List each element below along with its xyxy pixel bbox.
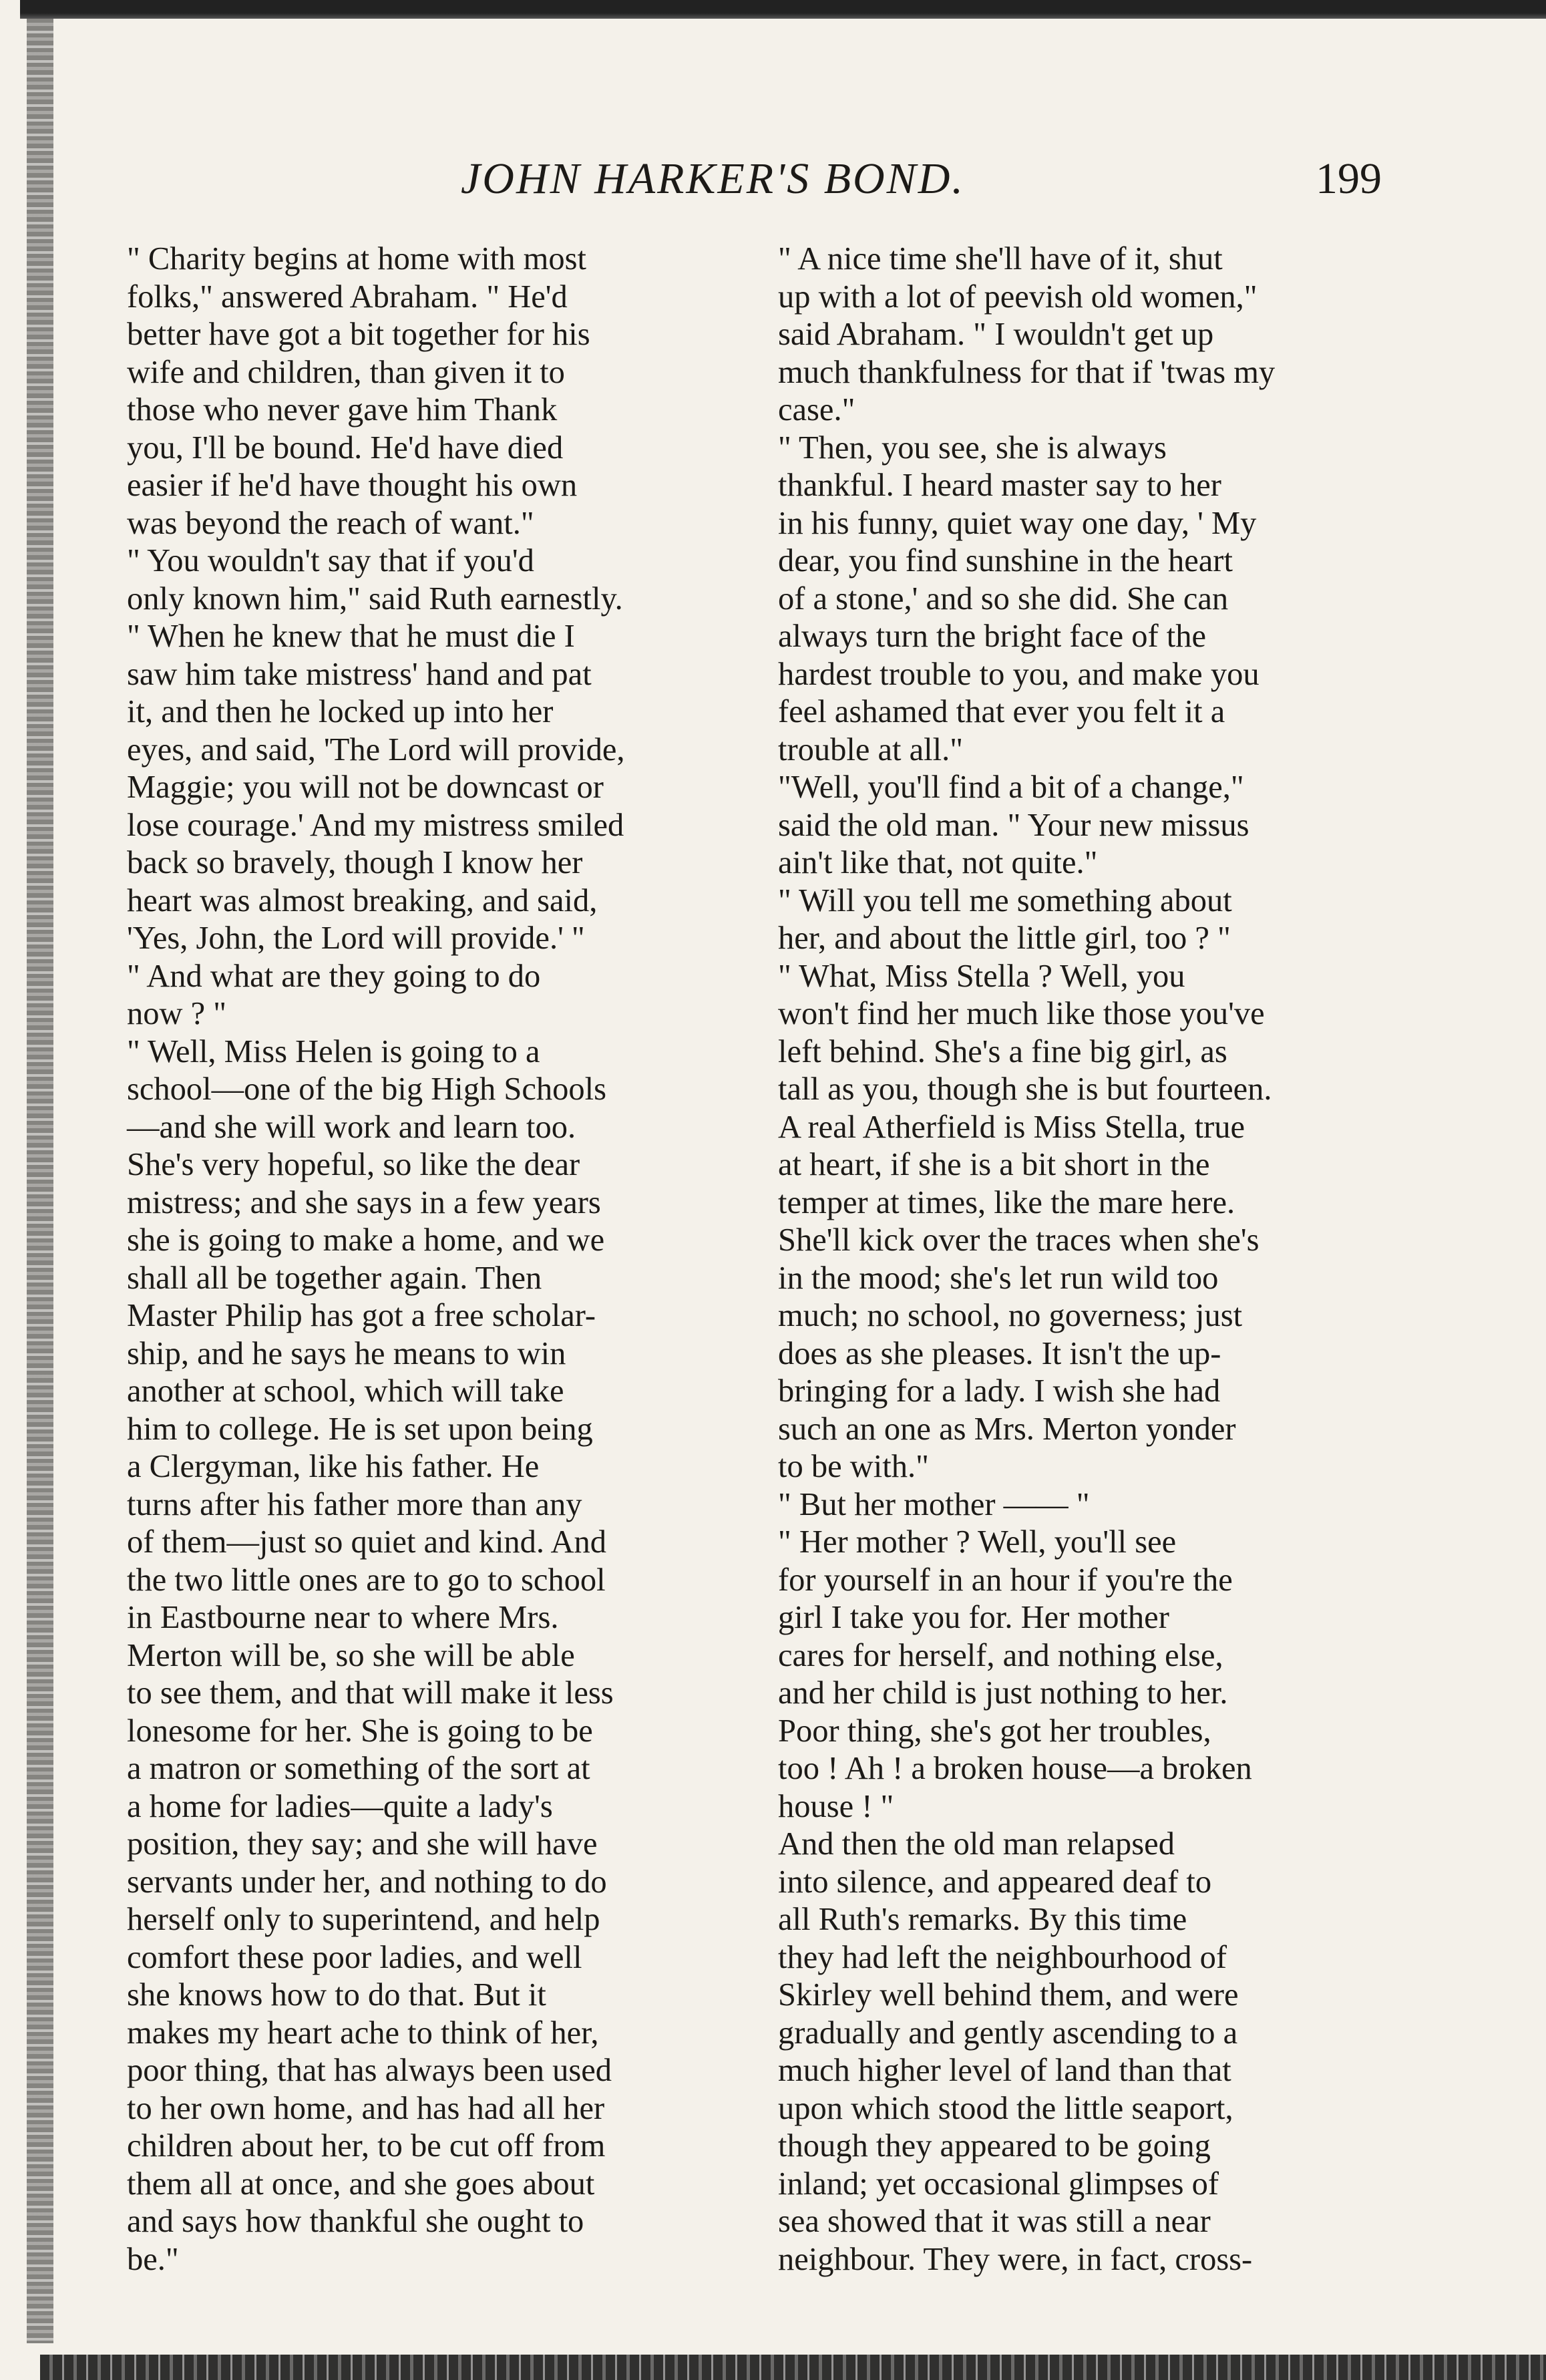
text-line: always turn the bright face of the [778,619,1207,654]
text-line: does as she pleases. It isn't the up- [778,1335,1221,1371]
text-line: position, they say; and she will have [127,1826,598,1862]
text-line: much higher level of land than that [778,2053,1231,2088]
text-line: shall all be together again. Then [127,1260,542,1296]
text-line: And then the old man relapsed [778,1826,1175,1862]
text-line: she knows how to do that. But it [127,1977,546,2013]
text-line: thankful. I heard master say to her [778,468,1221,503]
text-line: of them—just so quiet and kind. And [127,1524,607,1560]
text-line: those who never gave him Thank [127,392,558,428]
text-line: feel ashamed that ever you felt it a [778,694,1225,729]
text-line: said the old man. " Your new missus [778,807,1249,843]
text-line: a home for ladies—quite a lady's [127,1788,553,1824]
text-line: be." [127,2241,179,2277]
left-text-column [127,240,738,2278]
text-line: neighbour. They were, in fact, cross- [778,2241,1253,2277]
text-line: temper at times, like the mare here. [778,1184,1235,1220]
text-line: " What, Miss Stella ? Well, you [778,958,1185,994]
text-line: upon which stood the little seaport, [778,2090,1233,2126]
text-line: school—one of the big High Schools [127,1071,607,1107]
text-line: to her own home, and has had all her [127,2090,605,2126]
left-binding-edge [27,19,53,2343]
text-line: " But her mother —— " [778,1486,1090,1522]
text-line: " Then, you see, she is always [778,430,1167,466]
text-line: comfort these poor ladies, and well [127,1939,582,1975]
text-line: "Well, you'll find a bit of a change," [778,770,1244,805]
text-line: and says how thankful she ought to [127,2204,584,2239]
text-line: lose courage.' And my mistress smiled [127,807,624,843]
text-line: bringing for a lady. I wish she had [778,1373,1221,1409]
text-line: herself only to superintend, and help [127,1902,600,1937]
text-line: house ! " [778,1788,894,1824]
text-line: in Eastbourne near to where Mrs. [127,1600,559,1635]
text-line: wife and children, than given it to [127,354,565,390]
text-line: another at school, which will take [127,1373,564,1409]
text-line: She's very hopeful, so like the dear [127,1147,580,1182]
top-border-rule [20,0,1546,19]
text-line: was beyond the reach of want." [127,505,534,541]
text-line: for yourself in an hour if you're the [778,1562,1233,1598]
text-line: heart was almost breaking, and said, [127,882,598,918]
text-line: Merton will be, so she will be able [127,1637,575,1673]
text-line: into silence, and appeared deaf to [778,1864,1212,1900]
text-line: much; no school, no governess; just [778,1298,1243,1333]
text-line: said Abraham. " I wouldn't get up [778,317,1214,352]
text-line: too ! Ah ! a broken house—a broken [778,1751,1252,1786]
text-line: at heart, if she is a bit short in the [778,1147,1210,1182]
text-line: left behind. She's a fine big girl, as [778,1033,1227,1069]
text-line: and her child is just nothing to her. [778,1675,1228,1711]
text-line: " And what are they going to do [127,958,541,994]
text-line: gradually and gently ascending to a [778,2015,1238,2051]
text-line: " When he knew that he must die I [127,619,575,654]
text-line: tall as you, though she is but fourteen. [778,1071,1272,1107]
text-line: to see them, and that will make it less [127,1675,614,1711]
text-line: " You wouldn't say that if you'd [127,543,534,578]
text-line: makes my heart ache to think of her, [127,2015,599,2051]
text-line: " A nice time she'll have of it, shut [778,241,1223,277]
text-line: hardest trouble to you, and make you [778,656,1260,692]
text-line: ain't like that, not quite." [778,845,1098,880]
text-line: folks," answered Abraham. " He'd [127,279,568,315]
text-line: only known him," said Ruth earnestly. [127,580,623,617]
text-line: mistress; and she says in a few years [127,1184,601,1220]
text-line: the two little ones are to go to school [127,1562,606,1598]
text-line: such an one as Mrs. Merton yonder [778,1411,1236,1447]
text-line: Master Philip has got a free scholar- [127,1298,596,1333]
text-line: dear, you find sunshine in the heart [778,543,1233,578]
text-line: " Charity begins at home with most [127,241,586,277]
text-line: sea showed that it was still a near [778,2204,1211,2239]
page-number: 199 [1316,154,1382,203]
text-line: cares for herself, and nothing else, [778,1637,1223,1673]
text-line: him to college. He is set upon being [127,1411,593,1447]
text-line: it, and then he locked up into her [127,694,554,729]
text-line: won't find her much like those you've [778,996,1265,1031]
text-line: eyes, and said, 'The Lord will provide, [127,731,625,768]
text-line: much thankfulness for that if 'twas my [778,354,1276,390]
text-line: she is going to make a home, and we [127,1222,605,1258]
text-line: trouble at all." [778,731,964,768]
running-title: JOHN HARKER'S BOND. [461,154,965,203]
text-line: a Clergyman, like his father. He [127,1449,540,1484]
text-line: you, I'll be bound. He'd have died [127,430,564,466]
text-line: turns after his father more than any [127,1486,582,1522]
right-text-column [778,240,1362,2278]
text-line: —and she will work and learn too. [127,1109,576,1145]
text-line: to be with." [778,1449,929,1484]
text-line: inland; yet occasional glimpses of [778,2166,1219,2202]
text-line: " Her mother ? Well, you'll see [778,1524,1177,1560]
text-line: saw him take mistress' hand and pat [127,656,592,692]
text-line: " Will you tell me something about [778,882,1232,918]
text-line: in the mood; she's let run wild too [778,1260,1219,1296]
text-line: 'Yes, John, the Lord will provide.' " [127,920,585,956]
text-line: Maggie; you will not be downcast or [127,770,604,805]
bottom-border-rule [40,2355,1546,2380]
text-line: all Ruth's remarks. By this time [778,1902,1187,1937]
text-line: She'll kick over the traces when she's [778,1222,1260,1258]
text-line: Skirley well behind them, and were [778,1977,1239,2013]
text-line: they had left the neighbourhood of [778,1939,1227,1975]
text-line: a matron or something of the sort at [127,1751,590,1786]
text-line: back so bravely, though I know her [127,845,583,880]
text-line: ship, and he says he means to win [127,1335,566,1371]
text-line: girl I take you for. Her mother [778,1600,1169,1635]
text-line: in his funny, quiet way one day, ' My [778,505,1257,541]
text-line: of a stone,' and so she did. She can [778,580,1229,617]
text-line: them all at once, and she goes about [127,2166,595,2202]
text-line: poor thing, that has always been used [127,2053,612,2088]
text-line: up with a lot of peevish old women," [778,279,1258,315]
text-line: though they appeared to be going [778,2128,1211,2164]
text-line: children about her, to be cut off from [127,2128,606,2164]
text-line: Poor thing, she's got her troubles, [778,1713,1211,1749]
text-line: now ? " [127,996,227,1031]
running-head [0,154,1546,220]
text-line: case." [778,392,855,428]
text-line: easier if he'd have thought his own [127,468,578,503]
text-line: " Well, Miss Helen is going to a [127,1033,540,1069]
text-line: servants under her, and nothing to do [127,1864,607,1900]
text-line: lonesome for her. She is going to be [127,1713,593,1749]
text-line: her, and about the little girl, too ? " [778,920,1231,956]
text-line: better have got a bit together for his [127,317,590,352]
text-line: A real Atherfield is Miss Stella, true [778,1109,1245,1145]
